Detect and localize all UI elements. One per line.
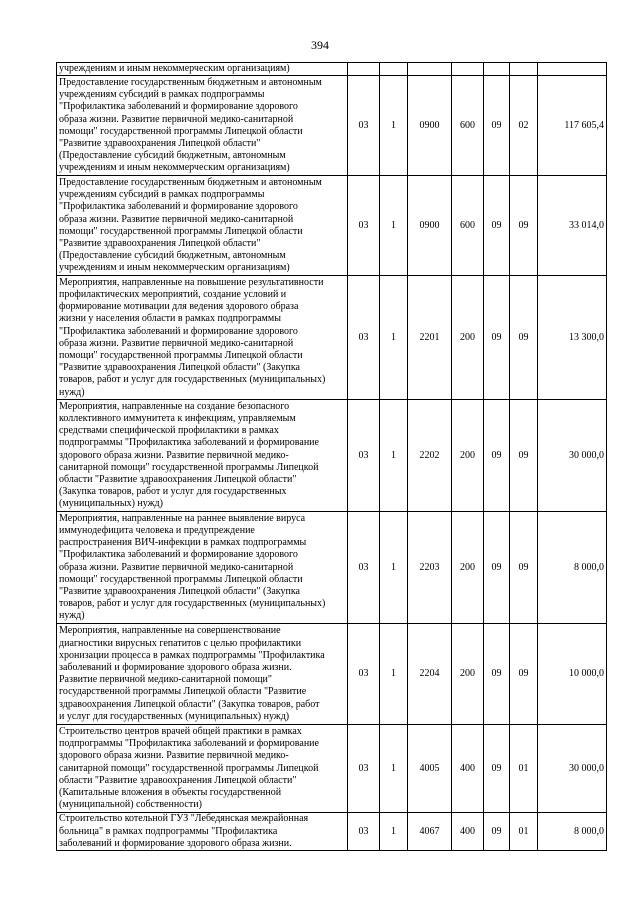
article-code-cell: 2204 xyxy=(408,624,452,725)
section-code-cell: 1 xyxy=(380,176,408,276)
article-code-cell: 0900 xyxy=(408,176,452,276)
pr-cell: 01 xyxy=(510,725,538,813)
row-description: Строительство котельной ГУЗ "Лебедянская межрайонная больница" в рамках подпрограммы "Профилактика заболеваний и формирование здорового образа жизни. xyxy=(57,813,348,851)
amount-cell: 30 000,0 xyxy=(538,400,607,512)
admin-code-cell: 03 xyxy=(348,512,380,624)
rz-cell: 09 xyxy=(484,76,510,176)
rz-cell: 09 xyxy=(484,624,510,725)
rz-cell: 09 xyxy=(484,725,510,813)
section-code-cell: 1 xyxy=(380,624,408,725)
admin-code-cell: 03 xyxy=(348,176,380,276)
article-code-cell xyxy=(408,63,452,76)
pr-cell xyxy=(510,63,538,76)
row-description: Строительство центров врачей общей практики в рамках подпрограммы "Профилактика заболеваний и формирование здорового образа жизни. Развитие первичной медико- санитарной помощи" государственной программы Липецкой области "Развитие здравоохранения Липецкой области" (Капитальные вложения в объекты государственной (муниципальной) собственности) xyxy=(57,725,348,813)
admin-code-cell: 03 xyxy=(348,624,380,725)
rz-cell xyxy=(484,63,510,76)
table-row xyxy=(57,400,607,512)
rz-cell: 09 xyxy=(484,276,510,400)
row-description: Мероприятия, направленные на раннее выявление вируса иммунодефицита человека и предупреждение распространения ВИЧ-инфекции в рамках подпрограммы "Профилактика заболеваний и формирование здорового образа жизни. Развитие первичной медико-санитарной помощи" государственной программы Липецкой области "Развитие здравоохранения Липецкой области" (Закупка товаров, работ и услуг для государственных (муниципальных) нужд) xyxy=(57,512,348,624)
rz-cell: 09 xyxy=(484,400,510,512)
row-description: Предоставление государственным бюджетным и автономным учреждениям субсидий в рамках подпрограммы "Профилактика заболеваний и формирование здорового образа жизни. Развитие первичной медико-санитарной помощи" государственной программы Липецкой области "Развитие здравоохранения Липецкой области" (Предоставление субсидий бюджетным, автономным учреждениям и иным некоммерческим организациям) xyxy=(57,176,348,276)
amount-cell: 117 605,4 xyxy=(538,76,607,176)
amount-cell: 8 000,0 xyxy=(538,512,607,624)
expense-type-cell xyxy=(452,63,484,76)
table-row xyxy=(57,725,607,813)
admin-code-cell: 03 xyxy=(348,76,380,176)
pr-cell: 09 xyxy=(510,276,538,400)
row-description: Мероприятия, направленные на совершенствование диагностики вирусных гепатитов с целью профилактики хронизации процесса в рамках подпрограммы "Профилактика заболеваний и формирование здорового образа жизни. Развитие первичной медико-санитарной помощи" государственной программы Липецкой области "Развитие здравоохранения Липецкой области" (Закупка товаров, работ и услуг для государственных (муниципальных) нужд) xyxy=(57,624,348,725)
rz-cell: 09 xyxy=(484,512,510,624)
pr-cell: 02 xyxy=(510,76,538,176)
article-code-cell: 4005 xyxy=(408,725,452,813)
table-row xyxy=(57,624,607,725)
table-row xyxy=(57,813,607,851)
admin-code-cell: 03 xyxy=(348,276,380,400)
pr-cell: 09 xyxy=(510,624,538,725)
article-code-cell: 2201 xyxy=(408,276,452,400)
expense-type-cell: 600 xyxy=(452,176,484,276)
pr-cell: 01 xyxy=(510,813,538,851)
article-code-cell: 0900 xyxy=(408,76,452,176)
article-code-cell: 4067 xyxy=(408,813,452,851)
section-code-cell xyxy=(380,63,408,76)
page-number: 394 xyxy=(311,38,329,52)
row-description: Предоставление государственным бюджетным и автономным учреждениям субсидий в рамках подпрограммы "Профилактика заболеваний и формирование здорового образа жизни. Развитие первичной медико-санитарной помощи" государственной программы Липецкой области "Развитие здравоохранения Липецкой области" (Предоставление субсидий бюджетным, автономным учреждениям и иным некоммерческим организациям) xyxy=(57,76,348,176)
section-code-cell: 1 xyxy=(380,725,408,813)
table-row xyxy=(57,512,607,624)
table-row xyxy=(57,176,607,276)
table-row xyxy=(57,276,607,400)
expense-type-cell: 200 xyxy=(452,400,484,512)
amount-cell: 8 000,0 xyxy=(538,813,607,851)
expense-type-cell: 400 xyxy=(452,725,484,813)
admin-code-cell: 03 xyxy=(348,813,380,851)
row-description: учреждениям и иным некоммерческим организациям) xyxy=(57,63,348,76)
table-row xyxy=(57,76,607,176)
article-code-cell: 2202 xyxy=(408,400,452,512)
expense-type-cell: 400 xyxy=(452,813,484,851)
admin-code-cell: 03 xyxy=(348,725,380,813)
row-description: Мероприятия, направленные на создание безопасного коллективного иммунитета к инфекциям, управляемым средствами специфической профилактики в рамках подпрограммы "Профилактика заболеваний и формирование здорового образа жизни. Развитие первичной медико- санитарной помощи" государственной программы Липецкой области "Развитие здравоохранения Липецкой области" (Закупка товаров, работ и услуг для государственных (муниципальных) нужд) xyxy=(57,400,348,512)
budget-table xyxy=(56,62,607,851)
amount-cell: 10 000,0 xyxy=(538,624,607,725)
expense-type-cell: 200 xyxy=(452,512,484,624)
article-code-cell: 2203 xyxy=(408,512,452,624)
pr-cell: 09 xyxy=(510,512,538,624)
table-row xyxy=(57,63,607,76)
section-code-cell: 1 xyxy=(380,512,408,624)
amount-cell: 30 000,0 xyxy=(538,725,607,813)
amount-cell: 33 014,0 xyxy=(538,176,607,276)
section-code-cell: 1 xyxy=(380,276,408,400)
expense-type-cell: 600 xyxy=(452,76,484,176)
rz-cell: 09 xyxy=(484,813,510,851)
pr-cell: 09 xyxy=(510,176,538,276)
amount-cell xyxy=(538,63,607,76)
expense-type-cell: 200 xyxy=(452,276,484,400)
row-description: Мероприятия, направленные на повышение результативности профилактических мероприятий, создание условий и формирование мотивации для ведения здорового образа жизни у населения области в рамках подпрограммы "Профилактика заболеваний и формирование здорового образа жизни. Развитие первичной медико-санитарной помощи" государственной программы Липецкой области "Развитие здравоохранения Липецкой области" (Закупка товаров, работ и услуг для государственных (муниципальных) нужд) xyxy=(57,276,348,400)
admin-code-cell xyxy=(348,63,380,76)
section-code-cell: 1 xyxy=(380,813,408,851)
expense-type-cell: 200 xyxy=(452,624,484,725)
pr-cell: 09 xyxy=(510,400,538,512)
amount-cell: 13 300,0 xyxy=(538,276,607,400)
admin-code-cell: 03 xyxy=(348,400,380,512)
section-code-cell: 1 xyxy=(380,400,408,512)
section-code-cell: 1 xyxy=(380,76,408,176)
rz-cell: 09 xyxy=(484,176,510,276)
